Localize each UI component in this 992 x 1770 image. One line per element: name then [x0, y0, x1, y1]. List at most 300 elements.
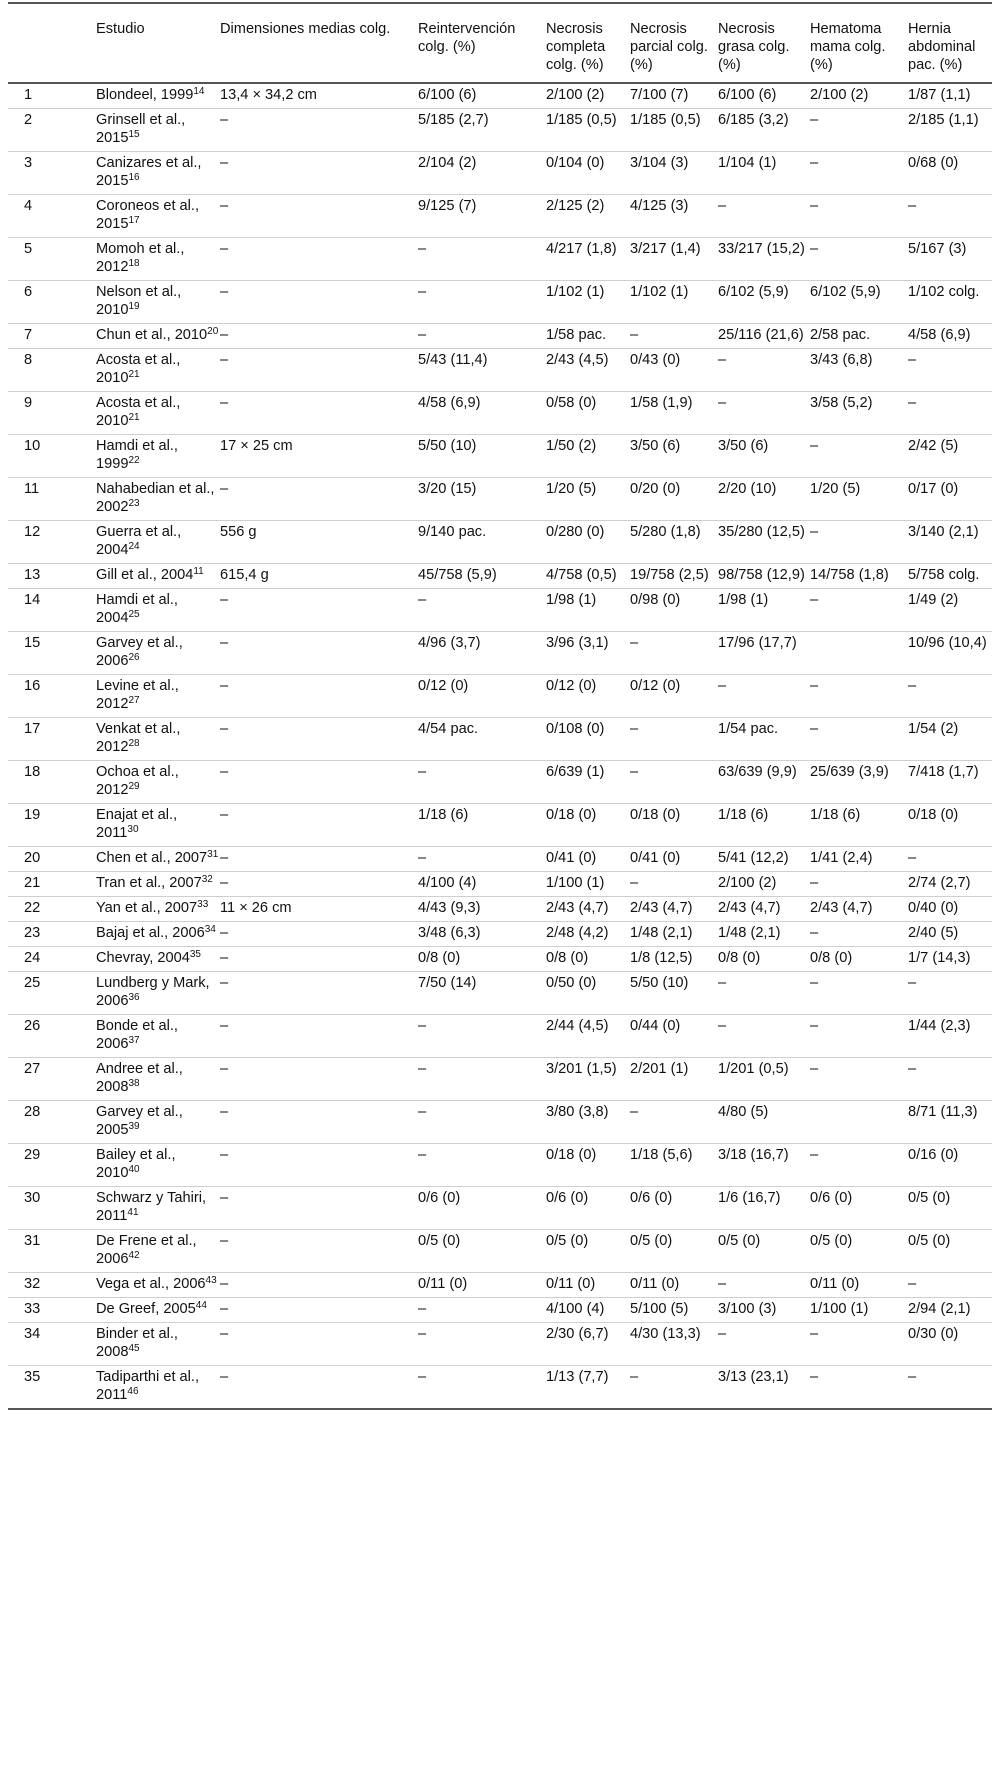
cell-reintervention: 6/100 (6) — [418, 83, 546, 109]
cell-breast-hematoma: 3/58 (5,2) — [810, 392, 908, 435]
cell-dimensions: – — [220, 761, 418, 804]
study-name: Vega et al., 2006 — [96, 1276, 206, 1292]
study-name: Guerra et al., 2004 — [96, 524, 182, 558]
table-row — [8, 897, 992, 922]
reference-number: 11 — [193, 566, 204, 577]
cell-partial-necrosis: – — [630, 1101, 718, 1144]
cell-abdominal-hernia: 2/185 (1,1) — [908, 109, 992, 152]
study-name: Andree et al., 2008 — [96, 1061, 183, 1095]
cell-complete-necrosis: 4/758 (0,5) — [546, 564, 630, 589]
complications-table — [8, 2, 992, 1410]
cell-partial-necrosis: 5/280 (1,8) — [630, 521, 718, 564]
table-row — [8, 521, 992, 564]
cell-abdominal-hernia: – — [908, 675, 992, 718]
cell-abdominal-hernia: 1/44 (2,3) — [908, 1015, 992, 1058]
cell-study — [96, 109, 220, 152]
cell-fat-necrosis: – — [718, 195, 810, 238]
cell-reintervention: – — [418, 324, 546, 349]
cell-number: 14 — [8, 589, 96, 632]
cell-dimensions: – — [220, 872, 418, 897]
cell-complete-necrosis: 0/18 (0) — [546, 1144, 630, 1187]
cell-breast-hematoma: – — [810, 1015, 908, 1058]
table-row — [8, 804, 992, 847]
cell-reintervention: 9/140 pac. — [418, 521, 546, 564]
cell-study — [96, 847, 220, 872]
reference-number: 21 — [128, 369, 140, 380]
table-row — [8, 718, 992, 761]
cell-breast-hematoma — [810, 632, 908, 675]
cell-study — [96, 972, 220, 1015]
cell-reintervention: 4/43 (9,3) — [418, 897, 546, 922]
cell-number: 31 — [8, 1230, 96, 1273]
table-row — [8, 195, 992, 238]
reference-number: 20 — [207, 326, 219, 337]
cell-abdominal-hernia: – — [908, 972, 992, 1015]
study-name: Schwarz y Tahiri, 2011 — [96, 1190, 207, 1224]
cell-dimensions: 556 g — [220, 521, 418, 564]
cell-complete-necrosis: 1/98 (1) — [546, 589, 630, 632]
cell-breast-hematoma: – — [810, 675, 908, 718]
study-name: Lundberg y Mark, 2006 — [96, 975, 210, 1009]
cell-abdominal-hernia: – — [908, 349, 992, 392]
cell-dimensions: – — [220, 972, 418, 1015]
cell-partial-necrosis: – — [630, 718, 718, 761]
cell-partial-necrosis: – — [630, 632, 718, 675]
cell-reintervention: 1/18 (6) — [418, 804, 546, 847]
reference-number: 38 — [128, 1078, 140, 1089]
table-row — [8, 1323, 992, 1366]
cell-abdominal-hernia: – — [908, 847, 992, 872]
reference-number: 27 — [128, 695, 140, 706]
cell-fat-necrosis: 5/41 (12,2) — [718, 847, 810, 872]
cell-number: 2 — [8, 109, 96, 152]
study-name: Momoh et al., 2012 — [96, 241, 185, 275]
reference-number: 35 — [189, 949, 201, 960]
cell-dimensions: – — [220, 589, 418, 632]
cell-abdominal-hernia: 7/418 (1,7) — [908, 761, 992, 804]
table-row — [8, 435, 992, 478]
cell-study — [96, 1144, 220, 1187]
reference-number: 31 — [207, 849, 219, 860]
cell-fat-necrosis: 0/8 (0) — [718, 947, 810, 972]
cell-abdominal-hernia: 2/74 (2,7) — [908, 872, 992, 897]
reference-number: 25 — [128, 609, 140, 620]
cell-breast-hematoma — [810, 1101, 908, 1144]
cell-number: 16 — [8, 675, 96, 718]
cell-dimensions: – — [220, 109, 418, 152]
cell-abdominal-hernia: – — [908, 1058, 992, 1101]
cell-complete-necrosis: 2/30 (6,7) — [546, 1323, 630, 1366]
cell-fat-necrosis: – — [718, 1323, 810, 1366]
cell-fat-necrosis: 3/18 (16,7) — [718, 1144, 810, 1187]
cell-fat-necrosis: 33/217 (15,2) — [718, 238, 810, 281]
cell-number: 9 — [8, 392, 96, 435]
cell-reintervention: – — [418, 1058, 546, 1101]
reference-number: 41 — [127, 1207, 139, 1218]
table-row — [8, 1366, 992, 1410]
cell-fat-necrosis: 35/280 (12,5) — [718, 521, 810, 564]
cell-fat-necrosis: 1/6 (16,7) — [718, 1187, 810, 1230]
cell-number: 3 — [8, 152, 96, 195]
cell-partial-necrosis: 5/100 (5) — [630, 1298, 718, 1323]
cell-breast-hematoma: – — [810, 922, 908, 947]
cell-partial-necrosis: – — [630, 324, 718, 349]
cell-partial-necrosis: 1/58 (1,9) — [630, 392, 718, 435]
cell-complete-necrosis: 3/80 (3,8) — [546, 1101, 630, 1144]
cell-complete-necrosis: 1/20 (5) — [546, 478, 630, 521]
cell-dimensions: – — [220, 675, 418, 718]
cell-dimensions: – — [220, 324, 418, 349]
cell-breast-hematoma: – — [810, 972, 908, 1015]
table-row — [8, 632, 992, 675]
cell-fat-necrosis: 0/5 (0) — [718, 1230, 810, 1273]
reference-number: 24 — [128, 541, 140, 552]
study-name: Venkat et al., 2012 — [96, 721, 181, 755]
cell-reintervention: 0/12 (0) — [418, 675, 546, 718]
cell-partial-necrosis: – — [630, 761, 718, 804]
cell-number: 5 — [8, 238, 96, 281]
cell-partial-necrosis: 4/125 (3) — [630, 195, 718, 238]
cell-fat-necrosis: – — [718, 972, 810, 1015]
cell-fat-necrosis: 6/102 (5,9) — [718, 281, 810, 324]
reference-number: 36 — [128, 992, 140, 1003]
cell-fat-necrosis: 2/20 (10) — [718, 478, 810, 521]
cell-number: 30 — [8, 1187, 96, 1230]
reference-number: 44 — [195, 1300, 207, 1311]
cell-fat-necrosis: 2/100 (2) — [718, 872, 810, 897]
cell-complete-necrosis: 6/639 (1) — [546, 761, 630, 804]
cell-breast-hematoma: 0/11 (0) — [810, 1273, 908, 1298]
cell-reintervention: – — [418, 847, 546, 872]
cell-study — [96, 589, 220, 632]
cell-abdominal-hernia: 8/71 (11,3) — [908, 1101, 992, 1144]
cell-partial-necrosis: 2/43 (4,7) — [630, 897, 718, 922]
cell-number: 4 — [8, 195, 96, 238]
cell-reintervention: 0/5 (0) — [418, 1230, 546, 1273]
table-row — [8, 324, 992, 349]
cell-partial-necrosis: 1/48 (2,1) — [630, 922, 718, 947]
cell-study — [96, 718, 220, 761]
cell-reintervention: – — [418, 1366, 546, 1410]
cell-abdominal-hernia: 0/40 (0) — [908, 897, 992, 922]
table-row — [8, 83, 992, 109]
cell-abdominal-hernia: 2/40 (5) — [908, 922, 992, 947]
cell-abdominal-hernia: – — [908, 392, 992, 435]
reference-number: 18 — [128, 258, 140, 269]
cell-complete-necrosis: 1/58 pac. — [546, 324, 630, 349]
cell-partial-necrosis: 0/18 (0) — [630, 804, 718, 847]
cell-number: 18 — [8, 761, 96, 804]
study-name: Garvey et al., 2006 — [96, 635, 183, 669]
table-row — [8, 392, 992, 435]
table-row — [8, 349, 992, 392]
cell-number: 7 — [8, 324, 96, 349]
reference-number: 16 — [128, 172, 140, 183]
cell-reintervention: – — [418, 761, 546, 804]
table-row — [8, 1298, 992, 1323]
cell-study — [96, 1366, 220, 1410]
reference-number: 23 — [128, 498, 140, 509]
reference-number: 19 — [128, 301, 140, 312]
cell-fat-necrosis: 3/13 (23,1) — [718, 1366, 810, 1410]
cell-partial-necrosis: 0/20 (0) — [630, 478, 718, 521]
table-row — [8, 972, 992, 1015]
cell-complete-necrosis: 0/50 (0) — [546, 972, 630, 1015]
header-row — [8, 3, 992, 83]
study-name: Nelson et al., 2010 — [96, 284, 182, 318]
cell-abdominal-hernia: 0/30 (0) — [908, 1323, 992, 1366]
cell-study — [96, 564, 220, 589]
cell-number: 10 — [8, 435, 96, 478]
study-name: De Frene et al., 2006 — [96, 1233, 197, 1267]
study-name: De Greef, 2005 — [96, 1301, 196, 1317]
cell-complete-necrosis: 2/48 (4,2) — [546, 922, 630, 947]
cell-number: 15 — [8, 632, 96, 675]
cell-study — [96, 1273, 220, 1298]
reference-number: 26 — [128, 652, 140, 663]
cell-abdominal-hernia: 2/42 (5) — [908, 435, 992, 478]
cell-complete-necrosis: 2/43 (4,5) — [546, 349, 630, 392]
cell-partial-necrosis: 7/100 (7) — [630, 83, 718, 109]
study-name: Nahabedian et al., 2002 — [96, 481, 215, 515]
table-row — [8, 922, 992, 947]
cell-complete-necrosis: 3/201 (1,5) — [546, 1058, 630, 1101]
cell-partial-necrosis: 0/12 (0) — [630, 675, 718, 718]
cell-complete-necrosis: 3/96 (3,1) — [546, 632, 630, 675]
cell-fat-necrosis: – — [718, 1015, 810, 1058]
cell-breast-hematoma: – — [810, 1323, 908, 1366]
cell-study — [96, 1323, 220, 1366]
cell-complete-necrosis: 2/100 (2) — [546, 83, 630, 109]
cell-fat-necrosis: 6/185 (3,2) — [718, 109, 810, 152]
cell-study — [96, 897, 220, 922]
cell-dimensions: 11 × 26 cm — [220, 897, 418, 922]
study-name: Bajaj et al., 2006 — [96, 925, 205, 941]
cell-breast-hematoma: 1/100 (1) — [810, 1298, 908, 1323]
cell-partial-necrosis: 19/758 (2,5) — [630, 564, 718, 589]
cell-partial-necrosis: 3/217 (1,4) — [630, 238, 718, 281]
cell-number: 33 — [8, 1298, 96, 1323]
cell-reintervention: 5/43 (11,4) — [418, 349, 546, 392]
cell-reintervention: 4/96 (3,7) — [418, 632, 546, 675]
header-cell-complete-necrosis: Necrosis completa colg. (%) — [546, 3, 630, 83]
cell-reintervention: 4/54 pac. — [418, 718, 546, 761]
cell-partial-necrosis: 3/50 (6) — [630, 435, 718, 478]
table-row — [8, 1144, 992, 1187]
cell-complete-necrosis: 0/8 (0) — [546, 947, 630, 972]
study-name: Chen et al., 2007 — [96, 850, 208, 866]
cell-dimensions: – — [220, 1015, 418, 1058]
cell-breast-hematoma: 1/41 (2,4) — [810, 847, 908, 872]
cell-breast-hematoma: – — [810, 195, 908, 238]
cell-dimensions: – — [220, 195, 418, 238]
table-row — [8, 152, 992, 195]
cell-reintervention: 4/100 (4) — [418, 872, 546, 897]
study-name: Gill et al., 2004 — [96, 567, 194, 583]
cell-study — [96, 195, 220, 238]
cell-breast-hematoma: 6/102 (5,9) — [810, 281, 908, 324]
study-name: Levine et al., 2012 — [96, 678, 179, 712]
cell-number: 23 — [8, 922, 96, 947]
cell-study — [96, 1101, 220, 1144]
cell-abdominal-hernia: – — [908, 195, 992, 238]
cell-fat-necrosis: – — [718, 392, 810, 435]
cell-study — [96, 675, 220, 718]
table-row — [8, 589, 992, 632]
cell-partial-necrosis: 0/44 (0) — [630, 1015, 718, 1058]
cell-reintervention: 3/48 (6,3) — [418, 922, 546, 947]
cell-fat-necrosis: 25/116 (21,6) — [718, 324, 810, 349]
cell-complete-necrosis: 0/280 (0) — [546, 521, 630, 564]
cell-fat-necrosis: 1/48 (2,1) — [718, 922, 810, 947]
cell-abdominal-hernia: 2/94 (2,1) — [908, 1298, 992, 1323]
cell-partial-necrosis: 3/104 (3) — [630, 152, 718, 195]
reference-number: 30 — [127, 824, 139, 835]
cell-study — [96, 947, 220, 972]
cell-study — [96, 1187, 220, 1230]
cell-complete-necrosis: 1/50 (2) — [546, 435, 630, 478]
cell-breast-hematoma: 3/43 (6,8) — [810, 349, 908, 392]
cell-dimensions: – — [220, 847, 418, 872]
table-row — [8, 1187, 992, 1230]
cell-dimensions: – — [220, 1273, 418, 1298]
cell-partial-necrosis: 0/43 (0) — [630, 349, 718, 392]
table-row — [8, 872, 992, 897]
table-row — [8, 238, 992, 281]
cell-breast-hematoma: 2/100 (2) — [810, 83, 908, 109]
cell-partial-necrosis: 5/50 (10) — [630, 972, 718, 1015]
cell-dimensions: – — [220, 804, 418, 847]
cell-reintervention: 5/50 (10) — [418, 435, 546, 478]
cell-dimensions: – — [220, 281, 418, 324]
study-name: Chun et al., 2010 — [96, 327, 208, 343]
cell-study — [96, 1298, 220, 1323]
cell-dimensions: – — [220, 1101, 418, 1144]
cell-fat-necrosis: 1/98 (1) — [718, 589, 810, 632]
cell-reintervention: 4/58 (6,9) — [418, 392, 546, 435]
cell-breast-hematoma: – — [810, 435, 908, 478]
cell-complete-necrosis: 2/125 (2) — [546, 195, 630, 238]
cell-reintervention: – — [418, 1144, 546, 1187]
reference-number: 46 — [127, 1386, 139, 1397]
cell-fat-necrosis: 98/758 (12,9) — [718, 564, 810, 589]
cell-fat-necrosis: 1/18 (6) — [718, 804, 810, 847]
reference-number: 32 — [201, 874, 213, 885]
table-row — [8, 675, 992, 718]
study-name: Hamdi et al., 2004 — [96, 592, 178, 626]
cell-dimensions: – — [220, 1298, 418, 1323]
cell-abdominal-hernia: 0/5 (0) — [908, 1187, 992, 1230]
cell-partial-necrosis: 0/41 (0) — [630, 847, 718, 872]
cell-breast-hematoma: 0/5 (0) — [810, 1230, 908, 1273]
cell-fat-necrosis: 63/639 (9,9) — [718, 761, 810, 804]
table-row — [8, 1273, 992, 1298]
cell-fat-necrosis: 1/201 (0,5) — [718, 1058, 810, 1101]
cell-breast-hematoma: – — [810, 718, 908, 761]
cell-fat-necrosis: 1/104 (1) — [718, 152, 810, 195]
cell-reintervention: – — [418, 238, 546, 281]
cell-study — [96, 152, 220, 195]
cell-reintervention: 5/185 (2,7) — [418, 109, 546, 152]
cell-abdominal-hernia: 0/18 (0) — [908, 804, 992, 847]
study-name: Coroneos et al., 2015 — [96, 198, 200, 232]
cell-reintervention: – — [418, 589, 546, 632]
cell-breast-hematoma: – — [810, 521, 908, 564]
cell-reintervention: – — [418, 1298, 546, 1323]
cell-breast-hematoma: – — [810, 1144, 908, 1187]
cell-reintervention: 0/6 (0) — [418, 1187, 546, 1230]
table-row — [8, 281, 992, 324]
cell-dimensions: – — [220, 152, 418, 195]
cell-study — [96, 872, 220, 897]
cell-breast-hematoma: 14/758 (1,8) — [810, 564, 908, 589]
cell-reintervention: 9/125 (7) — [418, 195, 546, 238]
cell-complete-necrosis: 0/5 (0) — [546, 1230, 630, 1273]
cell-reintervention: 45/758 (5,9) — [418, 564, 546, 589]
header-cell-breast-hematoma: Hematoma mama colg. (%) — [810, 3, 908, 83]
cell-number: 21 — [8, 872, 96, 897]
table-row — [8, 1058, 992, 1101]
cell-dimensions: – — [220, 349, 418, 392]
study-name: Blondeel, 1999 — [96, 87, 194, 103]
cell-partial-necrosis: 1/8 (12,5) — [630, 947, 718, 972]
cell-partial-necrosis: 1/185 (0,5) — [630, 109, 718, 152]
header-cell-fat-necrosis: Necrosis grasa colg. (%) — [718, 3, 810, 83]
study-name: Binder et al., 2008 — [96, 1326, 178, 1360]
reference-number: 17 — [128, 215, 140, 226]
header-cell-reintervention: Reintervención colg. (%) — [418, 3, 546, 83]
reference-number: 14 — [193, 86, 205, 97]
study-name: Garvey et al., 2005 — [96, 1104, 183, 1138]
cell-abdominal-hernia: 0/5 (0) — [908, 1230, 992, 1273]
cell-number: 12 — [8, 521, 96, 564]
table-row — [8, 1015, 992, 1058]
cell-dimensions: – — [220, 1366, 418, 1410]
cell-partial-necrosis: 0/6 (0) — [630, 1187, 718, 1230]
cell-partial-necrosis: 0/5 (0) — [630, 1230, 718, 1273]
cell-dimensions: – — [220, 1323, 418, 1366]
cell-study — [96, 392, 220, 435]
cell-partial-necrosis: 2/201 (1) — [630, 1058, 718, 1101]
study-name: Tadiparthi et al., 2011 — [96, 1369, 200, 1403]
cell-fat-necrosis: 3/50 (6) — [718, 435, 810, 478]
reference-number: 42 — [128, 1250, 140, 1261]
cell-study — [96, 761, 220, 804]
cell-number: 35 — [8, 1366, 96, 1410]
cell-complete-necrosis: 0/6 (0) — [546, 1187, 630, 1230]
cell-abdominal-hernia: 3/140 (2,1) — [908, 521, 992, 564]
cell-reintervention: – — [418, 1101, 546, 1144]
cell-number: 17 — [8, 718, 96, 761]
cell-abdominal-hernia: – — [908, 1366, 992, 1410]
study-name: Acosta et al., 2010 — [96, 395, 181, 429]
cell-study — [96, 435, 220, 478]
cell-study — [96, 1230, 220, 1273]
cell-reintervention: – — [418, 1323, 546, 1366]
table-container — [8, 2, 987, 1410]
reference-number: 43 — [205, 1275, 217, 1286]
cell-number: 28 — [8, 1101, 96, 1144]
cell-dimensions: – — [220, 922, 418, 947]
cell-study — [96, 478, 220, 521]
table-row — [8, 478, 992, 521]
cell-number: 11 — [8, 478, 96, 521]
cell-abdominal-hernia: 0/17 (0) — [908, 478, 992, 521]
reference-number: 40 — [128, 1164, 140, 1175]
cell-complete-necrosis: 0/11 (0) — [546, 1273, 630, 1298]
cell-complete-necrosis: 0/108 (0) — [546, 718, 630, 761]
cell-partial-necrosis: – — [630, 872, 718, 897]
